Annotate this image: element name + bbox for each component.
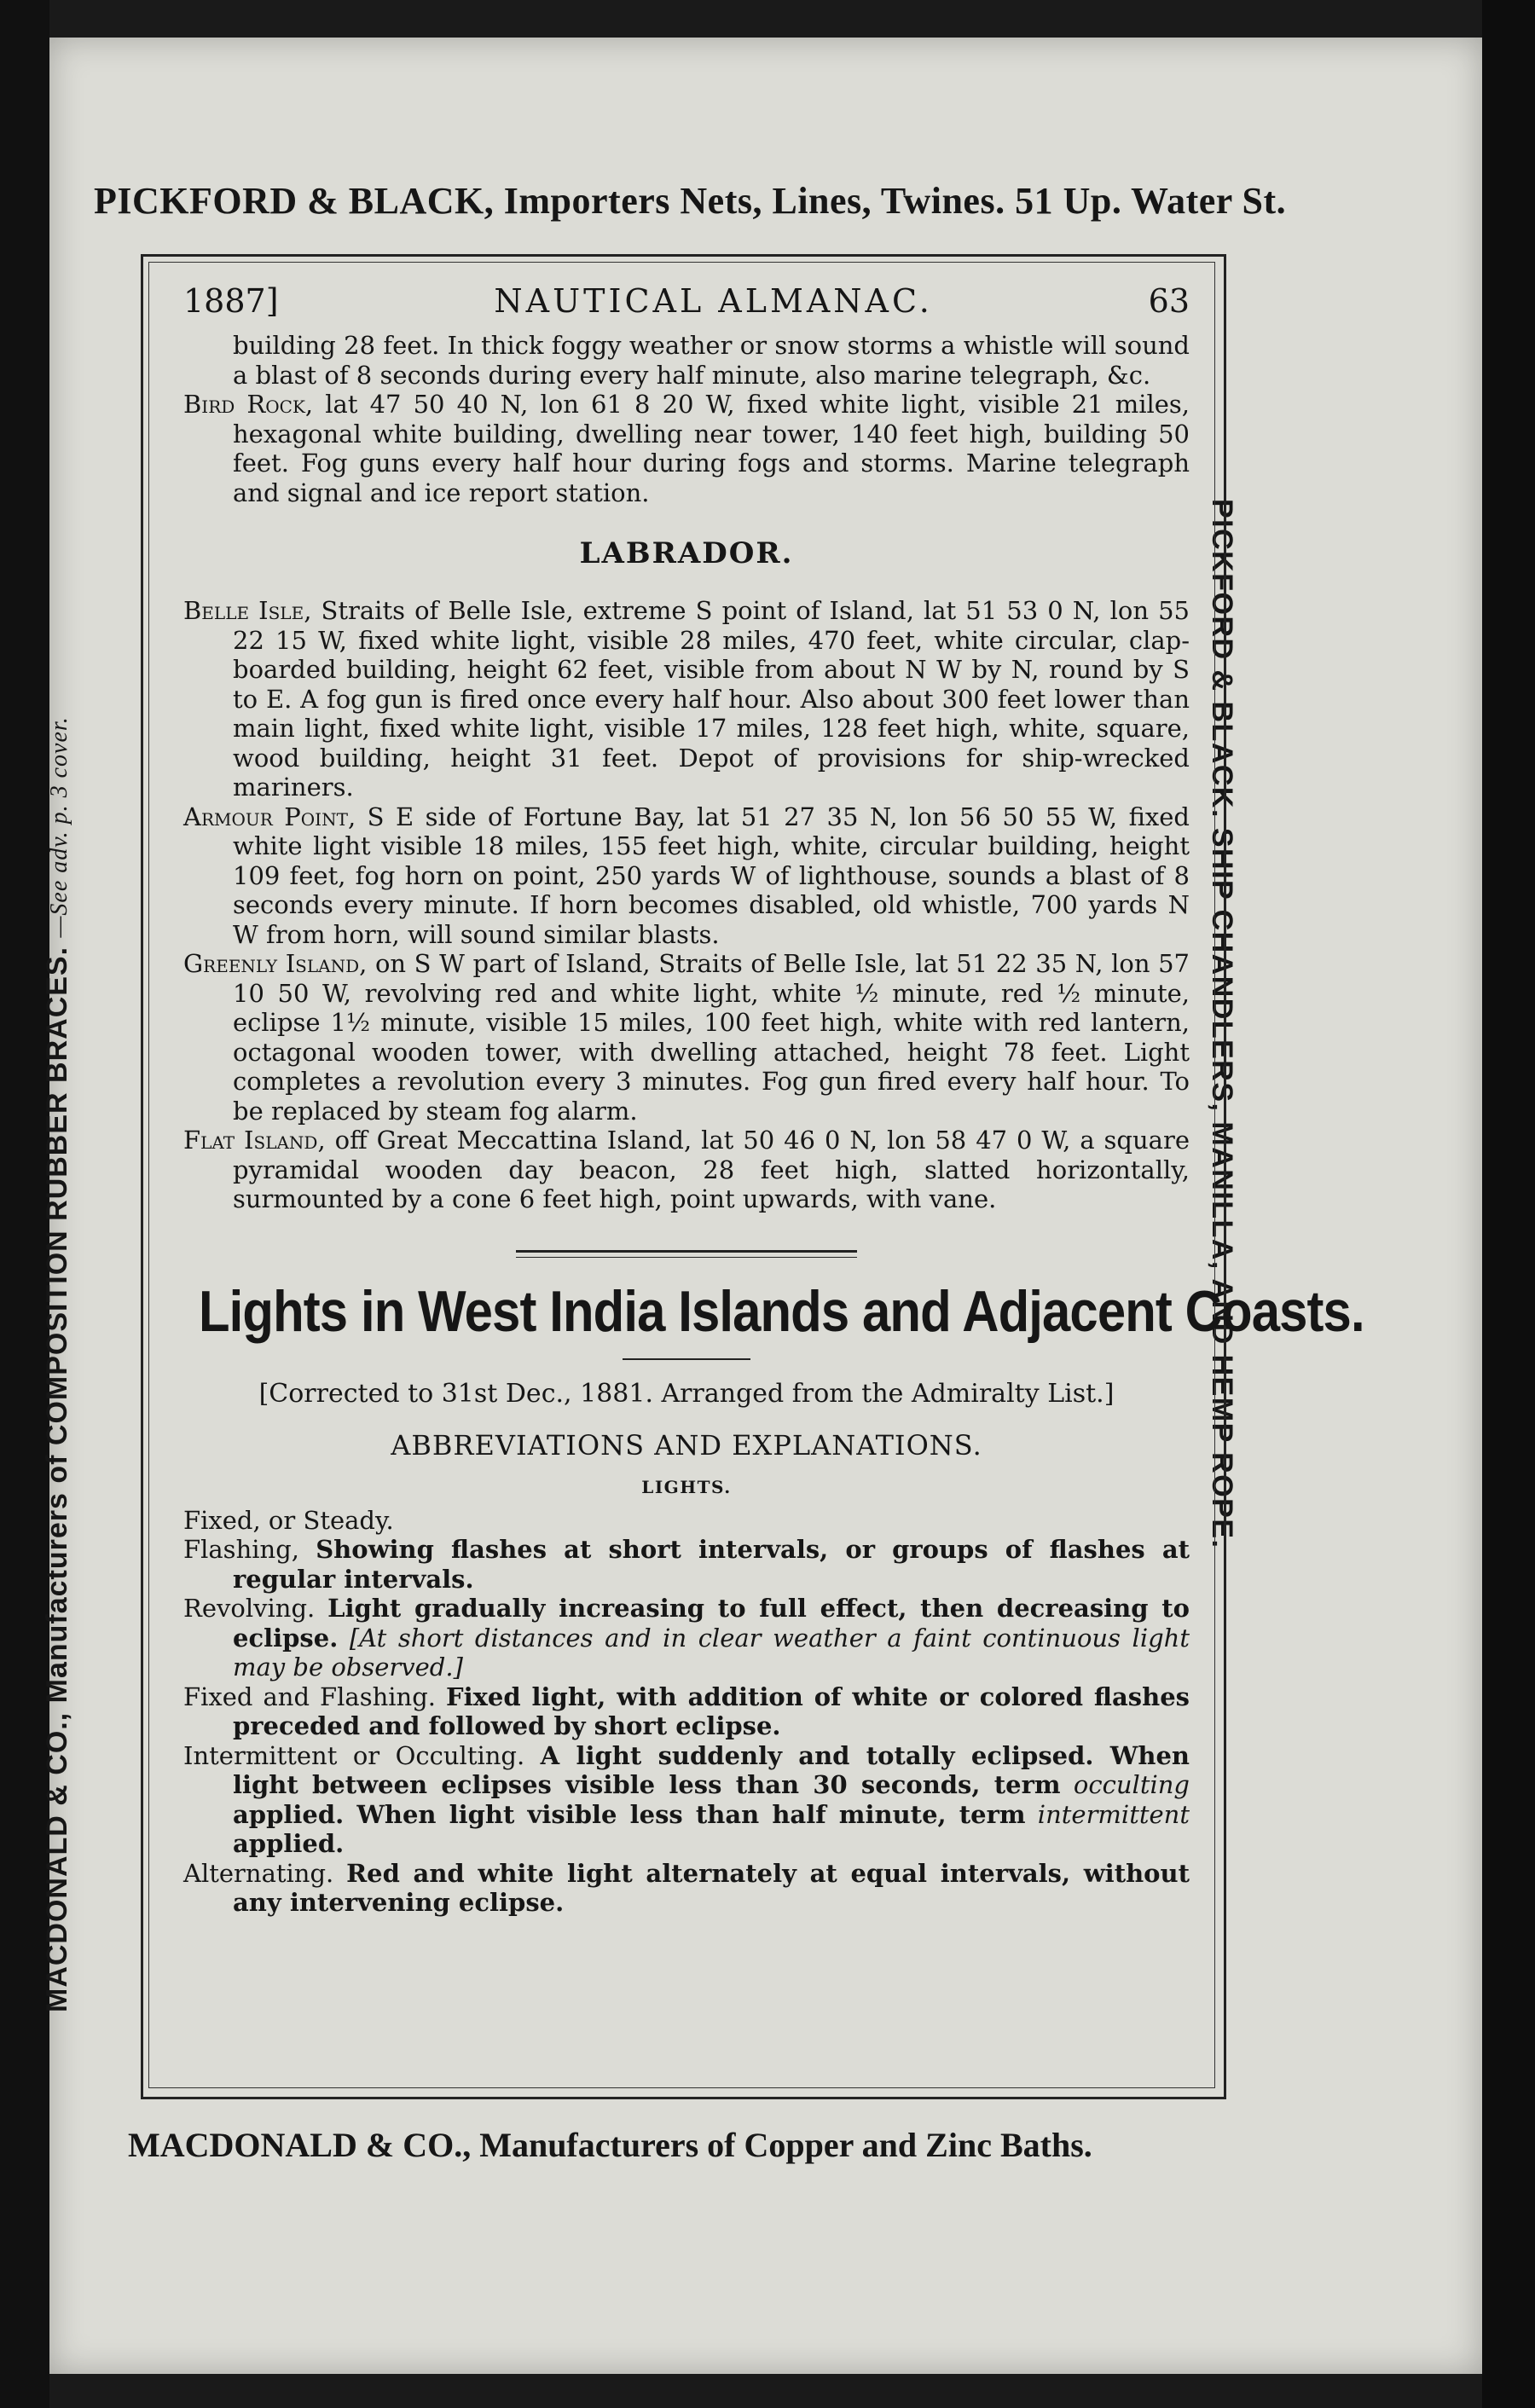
def-revolving [183, 1594, 1190, 1682]
def-text: Fixed light, with addition of white or colored flashes preceded and followed by short eclipse. [233, 1682, 1190, 1740]
right-scan-edge [1482, 0, 1535, 2408]
section-heading-labrador: LABRADOR. [579, 536, 794, 570]
entry-text: , lat 47 50 40 N, lon 61 8 20 W, fixed white light, visible 21 miles, hexagonal white building, dwelling near tower, 140 feet high, building 50 feet. Fog guns every half hour during fogs and storms. Marine telegraph and signal and ice report station. [233, 390, 1190, 507]
entry-name: Belle Isle [183, 596, 304, 625]
running-head-year: 1887] [183, 282, 279, 320]
section-divider [516, 1250, 857, 1258]
correction-note: [Corrected to 31st Dec., 1881. Arranged from the Admiralty List.] [258, 1378, 1115, 1409]
def-text: Red and white light alternately at equal intervals, without any intervening eclipse. [233, 1858, 1190, 1917]
def-emphasis-occulting: occulting [1073, 1770, 1190, 1799]
def-text-2: applied. When light visible less than half minute, term [233, 1799, 1026, 1829]
def-flashing [183, 1535, 1190, 1594]
entry-name: Greenly Island [183, 949, 360, 978]
entry-name: Armour Point [183, 802, 348, 831]
entry-name: Bird Rock [183, 390, 305, 419]
entry-armour-point [183, 802, 1190, 950]
def-emphasis-intermittent: intermittent [1037, 1799, 1190, 1829]
def-term: Revolving. [183, 1594, 316, 1623]
def-text: Light gradually increasing to full effect, then decreasing to eclipse. [233, 1594, 1190, 1653]
section-title-west-india: Lights in West India Islands and Adjacent Coasts. [199, 1278, 1364, 1344]
continued-entry: building 28 feet. In thick foggy weather or snow storms a whistle will sound a blast of 8 seconds during every half minute, also marine telegraph, &c. [233, 331, 1190, 390]
def-intermittent [183, 1741, 1190, 1859]
entry-text: , S E side of Fortune Bay, lat 51 27 35 N, lon 56 50 55 W, fixed white light visible 18 miles, 155 feet high, white, circular building, height 109 feet, fog horn on point, 250 yards W of lighthouse, sounds a blast of 8 seconds every minute. If horn becomes disabled, old whistle, 700 yards N W from horn, will sound similar blasts. [233, 802, 1190, 949]
page-number: 63 [1148, 282, 1190, 320]
entry-belle-isle [183, 596, 1190, 802]
def-term: Alternating. [183, 1858, 334, 1888]
def-text: Showing flashes at short intervals, or groups of flashes at regular intervals. [233, 1535, 1190, 1594]
def-term: Fixed and Flashing. [183, 1682, 436, 1711]
def-text: A light suddenly and totally eclipsed. When light between eclipses visible less than 30 seconds, term [233, 1740, 1190, 1799]
def-text-3: applied. [233, 1829, 345, 1858]
def-fixed: Fixed, or Steady. [183, 1505, 394, 1535]
def-term: Flashing, [183, 1535, 299, 1564]
def-fixed-and-flashing [183, 1682, 1190, 1741]
entry-text: , Straits of Belle Isle, extreme S point of Island, lat 51 53 0 N, lon 55 22 15 W, fixed white light, visible 28 miles, 470 feet, white circular, clap-boarded building, height 62 feet, visible from about N W by N, round by S to E. A fog gun is fired once every half hour. Also about 300 feet lower than main light, fixed white light, visible 17 miles, 128 feet high, white, square, wood building, height 31 feet. Depot of provisions for ship-wrecked mariners. [233, 596, 1190, 802]
entry-bird-rock [183, 390, 1190, 507]
top-advertisement: PICKFORD & BLACK, Importers Nets, Lines, Twines. 51 Up. Water St. [94, 180, 1287, 222]
entry-name: Flat Island [183, 1126, 318, 1155]
left-ad-main: MACDONALD & CO., Manufacturers of COMPOSITION RUBBER BRACES. [41, 946, 73, 2012]
lights-subheading: LIGHTS. [641, 1476, 732, 1497]
abbreviations-heading: ABBREVIATIONS AND EXPLANATIONS. [391, 1428, 982, 1462]
right-side-advertisement: PICKFORD & BLACK. SHIP CHANDLERS, MANILLA, AND HEMP ROPE. [1206, 499, 1238, 1549]
running-head [183, 271, 1190, 331]
entry-flat-island [183, 1126, 1190, 1214]
def-term: Intermittent or Occulting. [183, 1740, 525, 1770]
running-head-title: NAUTICAL ALMANAC. [494, 282, 933, 320]
entry-text: , off Great Meccattina Island, lat 50 46 0 N, lon 58 47 0 W, a square pyramidal wooden day beacon, 28 feet high, slatted horizontally, surmounted by a cone 6 feet high, point upwards, with vane. [233, 1126, 1190, 1213]
left-ad-reference: —See adv. p. 3 cover. [46, 716, 72, 938]
left-side-advertisement [41, 350, 74, 2012]
bottom-advertisement: MACDONALD & CO., Manufacturers of Copper and Zinc Baths. [128, 2126, 1092, 2164]
def-alternating [183, 1859, 1190, 1918]
entry-greenly-island [183, 949, 1190, 1126]
entry-text: , on S W part of Island, Straits of Belle Isle, lat 51 22 35 N, lon 57 10 50 W, revolving red and white light, white ½ minute, red ½ minute, eclipse 1½ minute, visible 15 miles, 100 feet high, white with red lantern, octagonal wooden tower, with dwelling attached, height 78 feet. Light completes a revolution every 3 minutes. Fog gun fired every half hour. To be replaced by steam fog alarm. [233, 949, 1190, 1126]
title-underline [623, 1358, 750, 1360]
def-note: [At short distances and in clear weather a faint continuous light may be observed.] [233, 1623, 1190, 1682]
